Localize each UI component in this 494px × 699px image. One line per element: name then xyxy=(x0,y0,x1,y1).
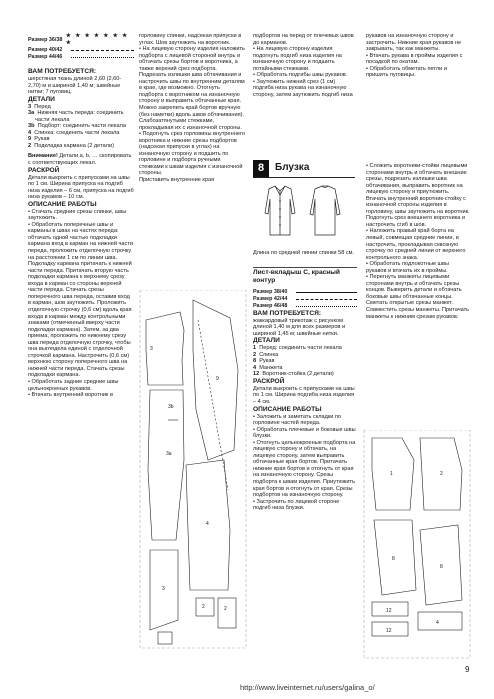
svg-text:12: 12 xyxy=(386,628,392,634)
dot-line-icon xyxy=(296,306,357,307)
attention-note: Внимание! Детали а, b, … скопировать с соответствующих лекал. xyxy=(28,153,132,167)
col2-text-3: • Подогнуть срез горловины внутреннего воротника и нижние срезы подбортов (надсекая припуски в углах) на изнаночную сторону и подшить по горловине и подборта ручными стежками к швам изделия с изнаночной стороны. xyxy=(139,131,245,177)
svg-text:4: 4 xyxy=(436,620,439,626)
blouse-cutting-layout xyxy=(362,430,474,660)
work-text-1: • Стачать средние срезы спинки, швы заутюжить. xyxy=(28,208,127,222)
page-number: 9 xyxy=(465,665,470,674)
col2-text-4: Приставить внутренние края xyxy=(139,177,215,184)
work-text-4: • Втачать внутренний воротник в xyxy=(28,392,113,399)
blouse-illustration xyxy=(255,183,353,245)
svg-text:2: 2 xyxy=(202,604,205,610)
column-3-bottom: Длина по средней линии спинки 58 см. Лист-вкладыш С, красный контур Размер 38/40 Размер 42/44 Размер 46/48 ВАМ ПОТРЕБУЕТСЯ: жаккардовый трикотаж с рисунком длиной 1,40 м для всех размеров и шириной 1,45 м; швейные нитки. ДЕТАЛИ 1 Перед: соединить части лекала 2 Спинка 8 Рукав 4 Манжета 12 Воротник-стойка (2 детали) РАСКРОЙ Детали выкроить с припусками на швы по 1 см. Ширина подгиба низа изделия – 4 см. ОПИСАНИЕ РАБОТЫ • Заложить и заметать складки по горловине частей переда. • Обработать плечевые и боковые швы блузки. • Отогнуть цельнокроеные подборта на лицевую сторону и обтачать, на лицевую сторону, затем выправить обтачанные края бортов. Притачать нижние края бортов и отогнуть от края на изнаночную сторону. Срезы подборта к швам изделия. Приутюжить края бортов и отогнуть от края. Срезы подбортов на изнаночную сторону. • Застрочить по лицевой стороне подгиб низа блузки. xyxy=(253,250,356,512)
dash-line-icon xyxy=(71,50,134,51)
watermark-url[interactable]: http://www.liveinternet.ru/users/galina_o/ xyxy=(240,683,375,692)
star-line-icon: ★ ★ ★ ★ ★ ★ ★ ★ xyxy=(65,33,129,46)
svg-text:3: 3 xyxy=(162,586,165,592)
svg-text:2: 2 xyxy=(440,471,443,477)
col2-text-1: горловину спинки, надсекая припуски в углах. Шов заутюжить на воротник. xyxy=(139,33,242,46)
solid-line-icon xyxy=(296,292,357,293)
svg-text:8: 8 xyxy=(392,556,395,562)
work-text-2: • Обработать поперечные швы и карманы в швах на частях переда: обтачать одной частью подкладки кармана вход в карман на нижней части переда, проложить отделочную строчку на расстоянии 1 см по линии шва. Подкладку кармана притачать к нижней части переда. Притачать вторую часть подкладки кармана к верхнему срезу входа в карман со стороны верхней части переда. Стачать срезы поперечного шва переда, оставив вход в карман, шов заутюжить. Проложить отделочную строчку (0,6 см) вдоль края входа в карман между контрольными знаками (отмеченный вверху части подкладки кармана). Затем, за два приема, проложить по нижнему срезу шва переда отделочную строчку, чтобы она выглядела единой с отделочной строчкой кармана. Настрочить (0,6 см) верхнюю сторону поперечного шва на нижней части переда. Стачать срезы подкладки кармана. xyxy=(28,221,134,379)
pattern-title: Лист-вкладыш С, красный контур xyxy=(253,267,357,285)
svg-text:2: 2 xyxy=(224,606,227,612)
section-title: Блузка xyxy=(275,162,310,173)
column-4-bottom: • Сложить воротники-стойки лицевыми сторонами внутрь и обтачать внешние срезы, подрезать излишки шва обтачивания, выправить воротник на лицевую сторону и приутюжить. Втачать внутренний воротник-стойку с изнаночной стороны изделия в горловину, швы заутюжить на воротник. Подогнуть срез внешнего воротника и настрочить сгиб в шов. • Наложить правый край борта на левый, совмещая средние линии, и настрочить, прокладывая сквозную строчку по средней линии от верхнего контрольного знака. • Обработать подлокотные швы рукавов и втачать их в проймы. • Перегнуть манжеты лицевыми сторонами внутрь и обтачать срезы концов. Выверить детали и обтачать боковые швы обтачанные концы. Сметать открытые срезы манжет. Совместить срезы манжеты. Притачать манжеты к нижним срезам рукавов. xyxy=(366,163,470,320)
column-4-top: рукавов на изнаночную сторону и застрочить. Нижние края рукавов не закрывать, так как манжеты. • Втачать рукава в проймы изделия с посадкой по окатам. • Обработать обметать петли и пришить пуговицы. xyxy=(366,33,463,79)
svg-text:12: 12 xyxy=(386,608,392,614)
need-title: ВАМ ПОТРЕБУЕТСЯ: xyxy=(28,68,97,75)
size-row-1: Размер 36/38 ★ ★ ★ ★ ★ ★ ★ ★ xyxy=(28,33,134,47)
column-1 xyxy=(28,33,134,399)
size-row-3: Размер 44/46 xyxy=(28,54,134,61)
work-title: ОПИСАНИЕ РАБОТЫ xyxy=(28,200,97,208)
section-header xyxy=(253,160,355,178)
section-number: 8 xyxy=(253,160,269,177)
details-title: ДЕТАЛИ xyxy=(28,95,55,103)
svg-text:3: 3 xyxy=(150,346,153,352)
dot-line-icon xyxy=(71,57,134,58)
details-list: 3 Перед 3a Нижняя часть переда: соединить части лекала 3b Подборт: соединить части лекала 4 Спинка: соединить части лекала 9 Рукав 2 Подкладка кармана (2 детали) xyxy=(28,103,126,149)
cut-text: Детали выкроить с припусками на швы по 1 см. Ширина припуска на подгиб низа изделия – 6 см, припуска на подгиб низа рукавов – 10 см. xyxy=(28,174,134,201)
coat-cutting-layout xyxy=(138,290,250,650)
dash-line-icon xyxy=(296,299,357,300)
svg-text:3a: 3a xyxy=(166,451,172,457)
column-3-top: подбортов на перед от плечевых швов до карманов. • На лицевую сторону изделия подогнуть подгиб низа изделия на изнаночную сторону и подшить потайными стежками. • Обработать подгибы швы рукавов. • Заутюжить нижний срез (1 см) подгиба низа рукава на изнаночную сторону, затем заутюжить подгиб низа xyxy=(253,33,354,98)
garment-caption: Длина по средней линии спинки 58 см. xyxy=(253,250,355,256)
svg-text:3b: 3b xyxy=(168,404,174,410)
svg-text:9: 9 xyxy=(216,376,219,382)
work-text-3: • Обработать задние средние швы цельнокроеных рукавов. xyxy=(28,378,119,392)
size-row-2: Размер 40/42 xyxy=(28,47,134,54)
cut-title: РАСКРОЙ xyxy=(28,166,60,174)
column-2 xyxy=(139,33,245,184)
need-text: шерстяная ткань длиной 2,60 (2,60-2,70) м и шириной 1,40 м; швейные нитки; 7 пуговиц. xyxy=(28,76,122,96)
svg-text:4: 4 xyxy=(206,521,209,527)
col2-text-2: • На лицевую сторону изделия наложить подборта с лицевой стороной внутрь и обтачать срезы бортов и воротника, а также верхний срез подборта. Подрезать излишки шва обтачивания и настрочить швы по внутренним деталям в крае, где возможно. Отогнуть подборта с воротником на изнаночную сторону и выправить обтачанные края. Можно закрепить край бортов вручную (без наметки) вдоль швов обтачивания). Слабозатянутыми стежками, прокладывая их с изнаночной стороны. xyxy=(139,46,245,131)
svg-text:1: 1 xyxy=(390,471,393,477)
svg-text:8: 8 xyxy=(440,564,443,570)
